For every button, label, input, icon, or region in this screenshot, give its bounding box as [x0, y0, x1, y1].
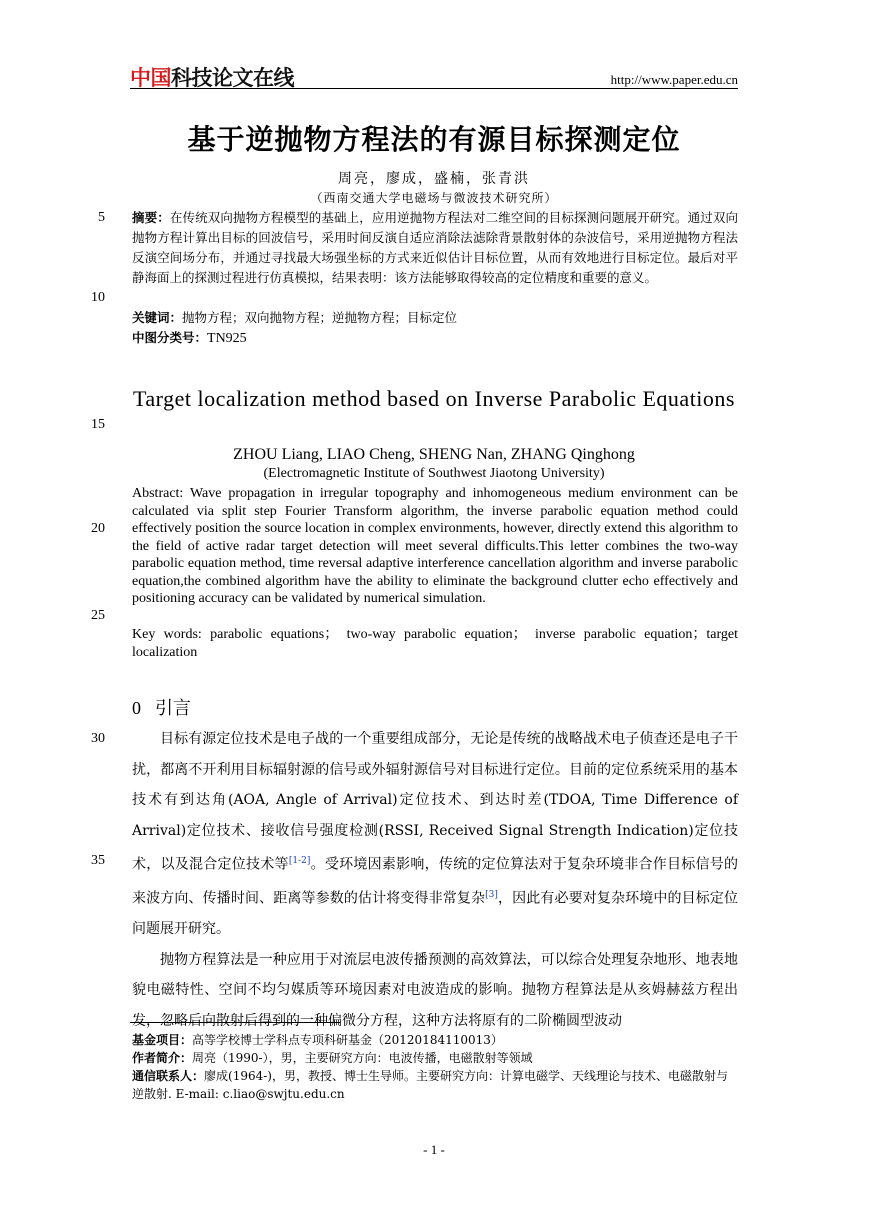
abstract-cn — [132, 208, 738, 288]
footnote-text: 廖成(1964-)，男，教授、博士生导师。主要研究方向：计算电磁学、天线理论与技术、电磁散射与逆散射. E-mail: c.liao@swjtu.edu.cn — [132, 1069, 728, 1101]
affiliation-en: (Electromagnetic Institute of Southwest Jiaotong University) — [263, 466, 605, 481]
line-number: 20 — [91, 521, 105, 536]
authors-en: ZHOU Liang, LIAO Cheng, SHENG Nan, ZHANG Qinghong — [233, 446, 635, 463]
section-title: 引言 — [155, 698, 191, 719]
header-url[interactable]: http://www.paper.edu.cn — [610, 72, 738, 87]
body-paragraph — [132, 724, 738, 945]
keywords-en-text: parabolic equations； two-way parabolic equation； inverse parabolic equation；target localization — [132, 627, 738, 660]
header-rule — [130, 88, 738, 89]
line-number: 5 — [98, 210, 105, 225]
footnote-label: 通信联系人： — [132, 1069, 205, 1083]
affiliation-cn: （西南交通大学电磁场与微波技术研究所） — [310, 191, 558, 205]
section-heading — [132, 694, 191, 720]
logo-black-text: 科技论文在线 — [171, 66, 294, 90]
line-number: 15 — [91, 417, 105, 432]
line-number: 35 — [91, 853, 105, 868]
clc-label: 中图分类号： — [132, 330, 208, 345]
section-number: 0 — [132, 698, 141, 718]
page-number: - 1 - — [423, 1142, 445, 1157]
abstract-cn-text: 在传统双向抛物方程模型的基础上，应用逆抛物方程法对二维空间的目标探测问题展开研究。通过双向抛物方程计算出目标的回波信号，采用时间反演自适应消除法滤除背景散射体的杂波信号，采用逆抛物方程法反演空间场分布，并通过寻找最大场强坐标的方式来近似估计目标位置，从而有效地进行目标定位。最后对平静海面上的探测过程进行仿真模拟，结果表明：该方法能够取得较高的定位精度和重要的意义。 — [132, 210, 738, 285]
line-number: 10 — [91, 290, 105, 305]
abstract-en — [132, 485, 738, 608]
logo-red-text: 中国 — [130, 66, 171, 90]
authors-cn: 周亮，廖成，盛楠，张青洪 — [338, 171, 530, 187]
body-text-segment: 目标有源定位技术是电子战的一个重要组成部分，无论是传统的战略战术电子侦查还是电子干扰，都离不开利用目标辐射源的信号或外辐射源信号对目标进行定位。目前的定位系统采用的基本技术有到达角(AOA, Angle of Arrival)定位技术、到达时差(TDOA, Time Difference of Arrival)定位技术、接收信号强度检测(RSSI, Received Signal Strength Indication)定位技术，以及混合定位技术等 — [132, 731, 738, 873]
keywords-cn-text: 抛物方程；双向抛物方程；逆抛物方程；目标定位 — [182, 310, 458, 325]
keywords-cn — [132, 308, 738, 328]
footnote-text: 高等学校博士学科点专项科研基金（20120184110013） — [192, 1033, 503, 1047]
paper-title-en: Target localization method based on Inverse Parabolic Equations — [133, 386, 735, 411]
body-text-segment: 。受环境因素影响，传统的定位算法对于复杂环境非合作目标信号的来波方向、传播时间、距离等参数的估计将变得非常复杂 — [132, 856, 738, 907]
footnote-rule — [130, 1022, 340, 1023]
abstract-en-label: Abstract: — [132, 486, 190, 501]
footnote-fund — [132, 1031, 738, 1049]
body-paragraph: 抛物方程算法是一种应用于对流层电波传播预测的高效算法，可以综合处理复杂地形、地表地貌电磁特性、空间不均匀媒质等环境因素对电波造成的影响。抛物方程算法是从亥姆赫兹方程出发，忽略后向散射后得到的一种偏微分方程，这种方法将原有的二阶椭圆型波动 — [132, 951, 738, 1029]
line-number: 25 — [91, 608, 105, 623]
footnote-label: 作者简介： — [132, 1051, 193, 1065]
keywords-en-label: Key words: — [132, 627, 211, 642]
footnote-text: 周亮（1990-），男，主要研究方向：电波传播，电磁散射等领域 — [192, 1051, 533, 1065]
keywords-en — [132, 626, 738, 661]
footnote-label: 基金项目： — [132, 1033, 193, 1047]
abstract-cn-label: 摘要： — [132, 210, 170, 225]
body-text — [132, 724, 738, 1036]
paper-title-cn: 基于逆抛物方程法的有源目标探测定位 — [187, 123, 681, 156]
keywords-cn-label: 关键词： — [132, 310, 183, 325]
citation-ref[interactable]: [1-2] — [288, 856, 311, 866]
clc-number — [132, 328, 738, 349]
footnote-contact — [132, 1067, 738, 1103]
abstract-en-text: Wave propagation in irregular topography and inhomogeneous medium environment can be calculated via split step Fourier Transform algorithm, the inverse parabolic equation method could effectively position the source location in complex environments, however, directly extend this algorithm to the field of active radar target detection will meet several difficults.This letter combines the two-way parabolic equation method, time reversal adaptive interference cancellation algorithm and inverse parabolic equation,the combined algorithm have the ability to eliminate the background clutter echo effectively and positioning accuracy can be validated by numerical simulation. — [132, 486, 738, 606]
clc-text: TN925 — [207, 331, 247, 346]
footnote-author — [132, 1049, 738, 1067]
body-text-segment: ，因此有必要对复杂环境中的目标定位问题展开研究。 — [132, 890, 738, 938]
citation-ref[interactable]: [3] — [485, 890, 498, 901]
line-number: 30 — [91, 731, 105, 746]
